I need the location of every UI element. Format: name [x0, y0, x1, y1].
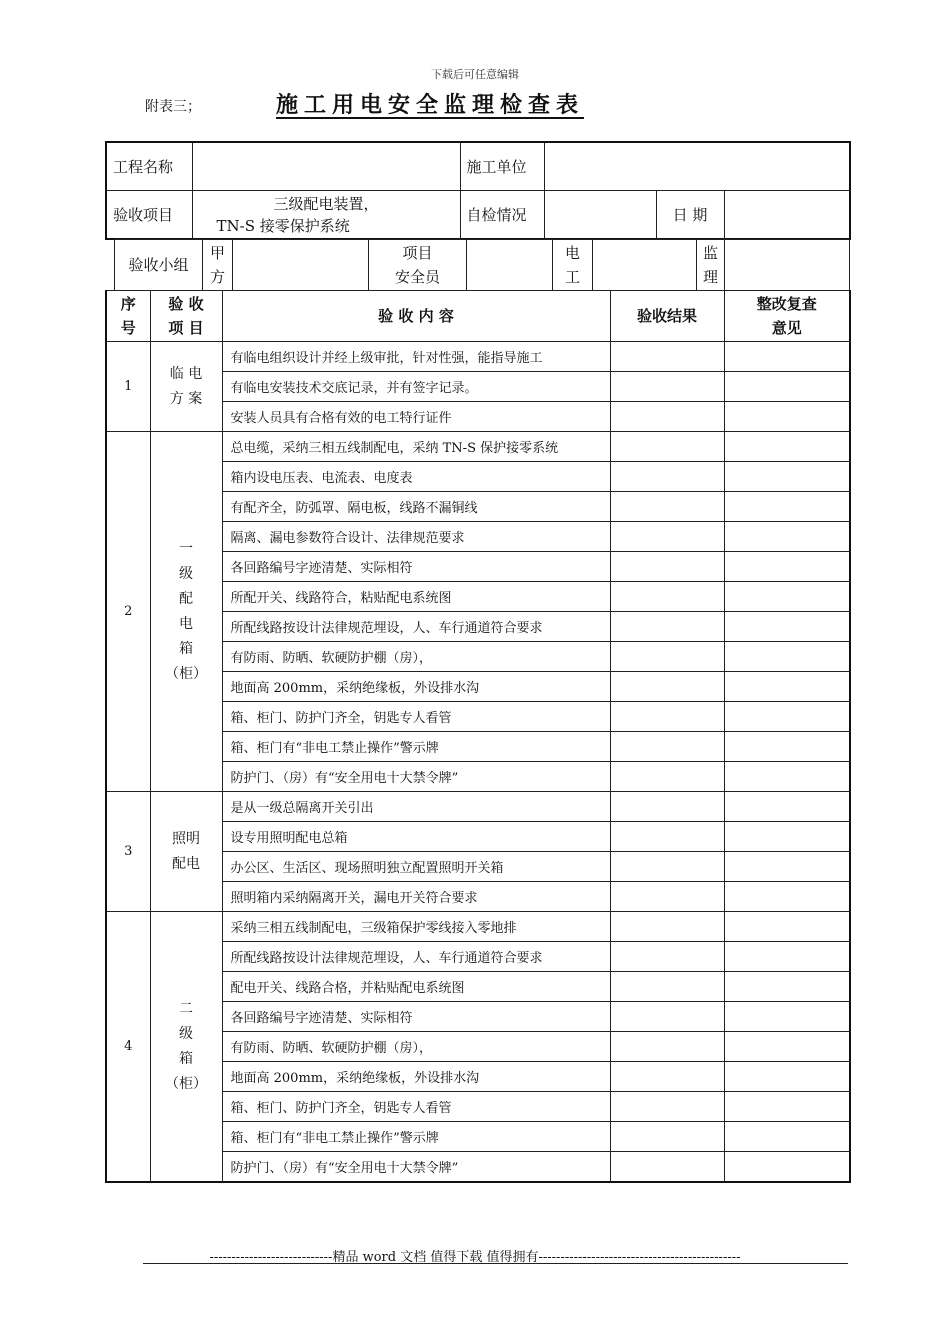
category-label-line: 电	[179, 615, 193, 632]
category-label-line: 级	[179, 565, 193, 582]
review-cell[interactable]	[724, 1092, 850, 1122]
col-header-no-1: 序	[120, 295, 136, 313]
category-label-line: 二	[179, 1000, 193, 1017]
inspection-item: 照明箱内采纳隔离开关，漏电开关符合要求	[222, 882, 610, 912]
row-number: 2	[106, 432, 150, 792]
category-label-line: 箱	[179, 640, 193, 657]
result-cell[interactable]	[610, 612, 724, 642]
group-label: 验收小组	[115, 240, 203, 291]
inspection-item: 配电开关、线路合格，并粘贴配电系统图	[222, 972, 610, 1002]
review-cell[interactable]	[724, 762, 850, 792]
inspection-item: 箱、柜门有“非电工禁止操作”警示牌	[222, 1122, 610, 1152]
inspection-item: 各回路编号字迹清楚、实际相符	[222, 1002, 610, 1032]
supervisor-field[interactable]	[725, 240, 850, 291]
result-cell[interactable]	[610, 1092, 724, 1122]
review-cell[interactable]	[724, 732, 850, 762]
result-cell[interactable]	[610, 942, 724, 972]
supervisor-label	[697, 240, 725, 291]
acceptance-category	[150, 792, 222, 912]
inspection-item: 所配开关、线路符合，粘贴配电系统图	[222, 582, 610, 612]
result-cell[interactable]	[610, 342, 724, 372]
review-cell[interactable]	[724, 462, 850, 492]
table-row	[106, 912, 850, 942]
review-cell[interactable]	[724, 582, 850, 612]
category-label-line: 临 电	[169, 365, 203, 382]
acceptance-category	[150, 912, 222, 1183]
col-header-item-2: 项 目	[168, 319, 204, 337]
inspection-item: 有临电安装技术交底记录，并有签字记录。	[222, 372, 610, 402]
result-cell[interactable]	[610, 672, 724, 702]
electrician-field[interactable]	[593, 240, 697, 291]
review-cell[interactable]	[724, 522, 850, 552]
construction-unit-field[interactable]	[544, 142, 850, 191]
inspection-item: 防护门、（房）有“安全用电十大禁令牌”	[222, 1152, 610, 1183]
review-cell[interactable]	[724, 432, 850, 462]
inspection-item: 总电缆，采纳三相五线制配电，采纳 TN-S 保护接零系统	[222, 432, 610, 462]
result-cell[interactable]	[610, 702, 724, 732]
review-cell[interactable]	[724, 942, 850, 972]
construction-unit-label: 施工单位	[460, 142, 544, 191]
inspection-item: 防护门、（房）有“安全用电十大禁令牌”	[222, 762, 610, 792]
party-a-line2: 方	[209, 268, 225, 286]
inspection-item: 箱内设电压表、电流表、电度表	[222, 462, 610, 492]
date-label: 日 期	[656, 191, 724, 240]
party-a-field[interactable]	[233, 240, 369, 291]
table-row	[106, 342, 850, 372]
result-cell[interactable]	[610, 372, 724, 402]
inspection-item: 各回路编号字迹清楚、实际相符	[222, 552, 610, 582]
col-header-result: 验收结果	[610, 291, 724, 342]
review-cell[interactable]	[724, 672, 850, 702]
self-check-label: 自检情况	[460, 191, 544, 240]
party-a-line1: 甲	[209, 244, 225, 262]
inspection-item: 箱、柜门有“非电工禁止操作”警示牌	[222, 732, 610, 762]
project-name-label: 工程名称	[106, 142, 192, 191]
inspection-item: 设专用照明配电总箱	[222, 822, 610, 852]
result-cell[interactable]	[610, 822, 724, 852]
acceptance-item-label: 验收项目	[106, 191, 192, 240]
acceptance-category	[150, 342, 222, 432]
review-cell[interactable]	[724, 642, 850, 672]
inspection-item: 箱、柜门、防护门齐全，钥匙专人看管	[222, 1092, 610, 1122]
review-cell[interactable]	[724, 402, 850, 432]
acceptance-category	[150, 432, 222, 792]
result-cell[interactable]	[610, 732, 724, 762]
col-header-review	[724, 291, 850, 342]
result-cell[interactable]	[610, 522, 724, 552]
result-cell[interactable]	[610, 1032, 724, 1062]
inspection-table	[105, 290, 851, 1183]
acceptance-item-line2: TN-S 接零保护系统	[216, 216, 350, 235]
result-cell[interactable]	[610, 972, 724, 1002]
footer-text: ----------------------------精品 word 文档 值得下载 值得拥有----------------------------------------------	[209, 1250, 741, 1265]
acceptance-item-line1: 三级配电装置，	[273, 194, 379, 213]
result-cell[interactable]	[610, 1122, 724, 1152]
review-cell[interactable]	[724, 1152, 850, 1183]
inspection-item: 是从一级总隔离开关引出	[222, 792, 610, 822]
electrician-label	[553, 240, 593, 291]
category-label-line: 一	[179, 540, 193, 557]
review-cell[interactable]	[724, 882, 850, 912]
result-cell[interactable]	[610, 462, 724, 492]
category-label-line: （柜）	[165, 665, 207, 682]
inspection-item: 有防雨、防晒、软硬防护棚（房），	[222, 1032, 610, 1062]
header-table-top	[105, 141, 851, 240]
review-cell[interactable]	[724, 972, 850, 1002]
result-cell[interactable]	[610, 792, 724, 822]
row-number: 1	[106, 342, 150, 432]
inspection-item: 地面高 200mm，采纳绝缘板，外设排水沟	[222, 672, 610, 702]
review-cell[interactable]	[724, 492, 850, 522]
result-cell[interactable]	[610, 642, 724, 672]
review-cell[interactable]	[724, 702, 850, 732]
header-table-group	[114, 239, 850, 291]
category-label-line: 配电	[172, 855, 200, 872]
inspection-item: 箱、柜门、防护门齐全，钥匙专人看管	[222, 702, 610, 732]
appendix-label: 附表三；	[145, 99, 201, 115]
watermark-text: 下载后可任意编辑	[431, 68, 519, 81]
page-title: 施工用电安全监理检查表	[276, 92, 585, 118]
inspection-item: 地面高 200mm，采纳绝缘板，外设排水沟	[222, 1062, 610, 1092]
col-header-no	[106, 291, 150, 342]
review-cell[interactable]	[724, 612, 850, 642]
footer-divider	[143, 1263, 848, 1264]
result-cell[interactable]	[610, 912, 724, 942]
inspection-item: 有防雨、防晒、软硬防护棚（房），	[222, 642, 610, 672]
result-cell[interactable]	[610, 432, 724, 462]
col-header-review-1: 整改复查	[756, 295, 817, 313]
result-cell[interactable]	[610, 552, 724, 582]
category-label	[165, 537, 207, 687]
col-header-content: 验 收 内 容	[222, 291, 610, 342]
project-name-field[interactable]	[192, 142, 460, 191]
result-cell[interactable]	[610, 1152, 724, 1183]
supervisor-line2: 理	[703, 268, 719, 286]
col-header-item-1: 验 收	[168, 295, 204, 313]
inspection-item: 有临电组织设计并经上级审批，针对性强，能指导施工	[222, 342, 610, 372]
result-cell[interactable]	[610, 582, 724, 612]
col-header-review-2: 意见	[771, 319, 802, 337]
row-number: 4	[106, 912, 150, 1183]
result-cell[interactable]	[610, 852, 724, 882]
category-label-line: 照明	[172, 830, 200, 847]
project-safety-field[interactable]	[467, 240, 553, 291]
review-cell[interactable]	[724, 1062, 850, 1092]
supervisor-line1: 监	[703, 244, 719, 262]
review-cell[interactable]	[724, 1122, 850, 1152]
electrician-line2: 工	[564, 268, 580, 286]
electrician-line1: 电	[564, 244, 580, 262]
result-cell[interactable]	[610, 882, 724, 912]
table-row	[106, 432, 850, 462]
review-cell[interactable]	[724, 822, 850, 852]
review-cell[interactable]	[724, 372, 850, 402]
review-cell[interactable]	[724, 792, 850, 822]
review-cell[interactable]	[724, 552, 850, 582]
row-number: 3	[106, 792, 150, 912]
inspection-item: 所配线路按设计法律规范埋设，人、车行通道符合要求	[222, 942, 610, 972]
project-safety-line1: 项目	[402, 244, 433, 262]
category-label-line: 级	[179, 1025, 193, 1042]
inspection-item: 办公区、生活区、现场照明独立配置照明开关箱	[222, 852, 610, 882]
review-cell[interactable]	[724, 1002, 850, 1032]
self-check-field[interactable]	[544, 191, 656, 240]
review-cell[interactable]	[724, 912, 850, 942]
review-cell[interactable]	[724, 852, 850, 882]
project-safety-label	[369, 240, 467, 291]
category-label	[165, 997, 207, 1097]
category-label	[172, 827, 200, 877]
col-header-no-2: 号	[120, 319, 136, 337]
review-cell[interactable]	[724, 1032, 850, 1062]
inspection-item: 采纳三相五线制配电，三级箱保护零线接入零地排	[222, 912, 610, 942]
inspection-item: 所配线路按设计法律规范埋设，人、车行通道符合要求	[222, 612, 610, 642]
result-cell[interactable]	[610, 1002, 724, 1032]
table-row	[106, 792, 850, 822]
inspection-item: 隔离、漏电参数符合设计、法律规范要求	[222, 522, 610, 552]
party-a-label	[203, 240, 233, 291]
project-safety-line2: 安全员	[394, 268, 440, 286]
review-cell[interactable]	[724, 342, 850, 372]
category-label-line: （柜）	[165, 1075, 207, 1092]
category-label	[170, 362, 202, 412]
category-label-line: 箱	[179, 1050, 193, 1067]
result-cell[interactable]	[610, 762, 724, 792]
col-header-item	[150, 291, 222, 342]
result-cell[interactable]	[610, 402, 724, 432]
inspection-item: 安装人员具有合格有效的电工特行证件	[222, 402, 610, 432]
inspection-item: 有配齐全，防弧罩、隔电板，线路不漏铜线	[222, 492, 610, 522]
result-cell[interactable]	[610, 1062, 724, 1092]
date-field[interactable]	[724, 191, 850, 240]
acceptance-item-value	[192, 191, 460, 240]
category-label-line: 配	[179, 590, 193, 607]
category-label-line: 方 案	[169, 390, 203, 407]
result-cell[interactable]	[610, 492, 724, 522]
